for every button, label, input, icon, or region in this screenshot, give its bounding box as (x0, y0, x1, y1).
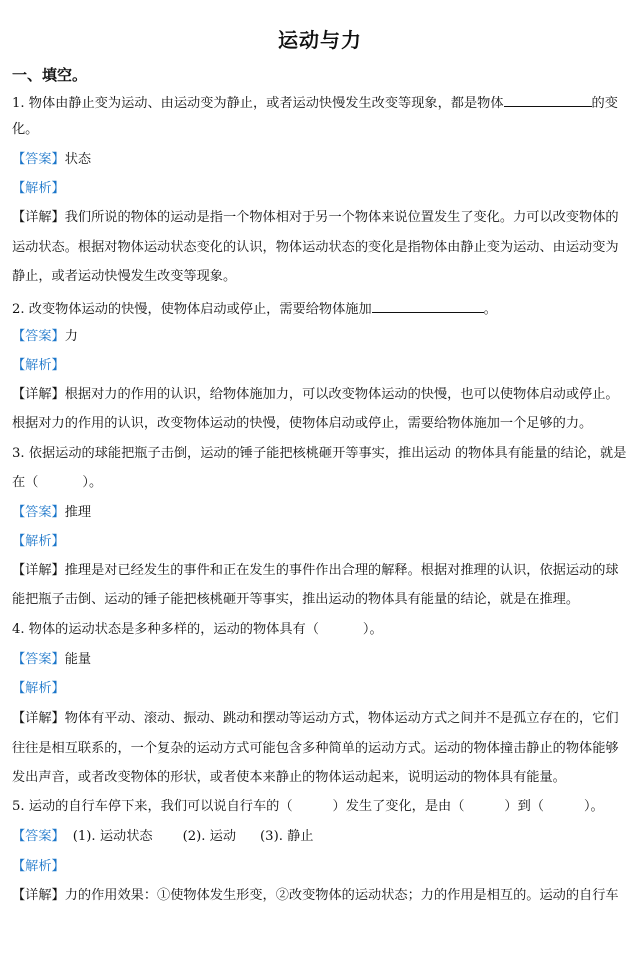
detail-row: 【详解】推理是对已经发生的事件和正在发生的事件作出合理的解释。根据对推理的认识，依据运动的球 (12, 563, 619, 578)
analysis-label: 【解析】 (12, 358, 65, 373)
answer-row: 【答案】能量 (12, 652, 92, 667)
document-title: 运动与力 (278, 28, 362, 52)
detail-row: 【详解】物体有平动、滚动、振动、跳动和摆动等运动方式，物体运动方式之间并不是孤立存在的，它们 (12, 711, 619, 726)
detail-row: 运动状态。根据对物体运动状态变化的认识，物体运动状态的变化是指物体由静止变为运动、由运动变为 (12, 240, 619, 255)
detail-row: 往往是相互联系的，一个复杂的运动方式可能包含多种简单的运动方式。运动的物体撞击静止的物体能够 (12, 741, 619, 756)
question-3: 3. 依据运动的球能把瓶子击倒，运动的锤子能把核桃砸开等事实，推出运动 的物体具有能量的结论，就是 (12, 446, 627, 461)
answer-row: 【答案】推理 (12, 505, 92, 520)
answer-row: 【答案】 (1). 运动状态 (2). 运动 (3). 静止 (12, 829, 314, 844)
question-1-cont: 化。 (12, 122, 39, 137)
answer-blank (504, 92, 592, 107)
detail-row: 【详解】力的作用效果：①使物体发生形变，②改变物体的运动状态；力的作用是相互的。运动的自行车 (12, 888, 619, 903)
question-5: 5. 运动的自行车停下来，我们可以说自行车的（ ）发生了变化，是由（ ）到（ ）。 (12, 799, 604, 814)
answer-row: 【答案】状态 (12, 152, 92, 167)
question-4: 4. 物体的运动状态是多种多样的，运动的物体具有（ ）。 (12, 622, 383, 637)
section-heading: 一、填空。 (12, 66, 88, 84)
analysis-label: 【解析】 (12, 681, 65, 696)
detail-row: 能把瓶子击倒、运动的锤子能把核桃砸开等事实，推出运动的物体具有能量的结论，就是在推理。 (12, 592, 580, 607)
detail-row: 根据对力的作用的认识，改变物体运动的快慢，使物体启动或停止，需要给物体施加一个足够的力。 (12, 416, 593, 431)
question-1: 1. 物体由静止变为运动、由运动变为静止，或者运动快慢发生改变等现象，都是物体 的变 (12, 92, 632, 113)
detail-row: 静止，或者运动快慢发生改变等现象。 (12, 269, 237, 284)
analysis-label: 【解析】 (12, 534, 65, 549)
analysis-label: 【解析】 (12, 859, 65, 874)
detail-row: 【详解】根据对力的作用的认识，给物体施加力，可以改变物体运动的快慢，也可以使物体启动或停止。 (12, 387, 619, 402)
detail-row: 【详解】我们所说的物体的运动是指一个物体相对于另一个物体来说位置发生了变化。力可以改变物体的 (12, 210, 619, 225)
detail-row: 发出声音，或者改变物体的形状，或者使本来静止的物体运动起来，说明运动的物体具有能量。 (12, 770, 566, 785)
analysis-label: 【解析】 (12, 181, 65, 196)
answer-row: 【答案】力 (12, 329, 78, 344)
question-3-cont: 在（ ）。 (12, 475, 103, 490)
answer-blank (372, 298, 484, 313)
question-2: 2. 改变物体运动的快慢，使物体启动或停止，需要给物体施加 。 (12, 298, 632, 319)
